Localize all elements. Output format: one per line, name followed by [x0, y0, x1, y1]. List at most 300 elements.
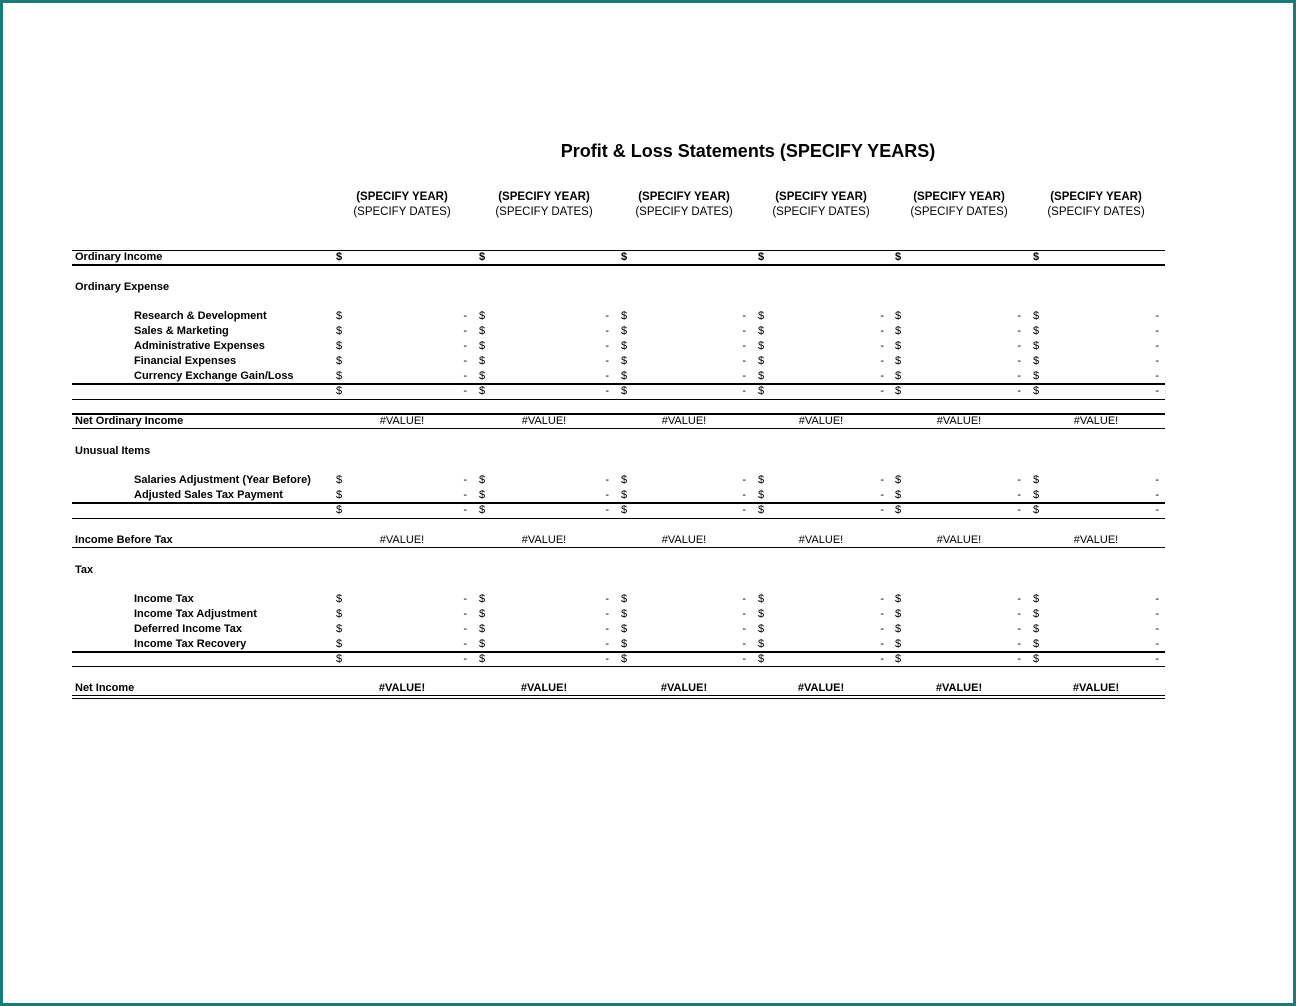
money-cell[interactable] — [336, 250, 467, 265]
currency-symbol: $ — [479, 638, 486, 650]
row-rule — [72, 698, 1165, 699]
row-label: Income Tax Recovery — [134, 638, 247, 650]
empty-value: - — [742, 355, 746, 367]
money-cell[interactable] — [758, 339, 884, 354]
row-ordinary-income — [72, 250, 1165, 265]
money-cell[interactable] — [1033, 473, 1159, 488]
error-cell[interactable]: #VALUE! — [936, 415, 982, 427]
money-cell[interactable] — [1033, 384, 1159, 399]
currency-symbol: $ — [336, 593, 343, 605]
empty-value: - — [1155, 489, 1159, 501]
column-year: (SPECIFY YEAR) — [356, 191, 448, 203]
empty-value: - — [742, 325, 746, 337]
money-cell[interactable] — [621, 339, 746, 354]
money-cell[interactable] — [479, 652, 609, 667]
currency-symbol: $ — [1033, 593, 1040, 605]
currency-symbol: $ — [758, 653, 765, 665]
empty-value: - — [463, 623, 467, 635]
column-header-5 — [889, 190, 1029, 220]
empty-value: - — [605, 474, 609, 486]
empty-value: - — [463, 653, 467, 665]
money-cell[interactable] — [895, 622, 1021, 637]
empty-value: - — [1155, 355, 1159, 367]
money-cell[interactable] — [895, 592, 1021, 607]
column-headers — [0, 190, 1296, 230]
row-label: Salaries Adjustment (Year Before) — [134, 474, 311, 486]
currency-symbol: $ — [758, 325, 765, 337]
empty-value: - — [605, 340, 609, 352]
error-cell[interactable]: #VALUE! — [798, 534, 844, 546]
money-cell[interactable] — [336, 488, 467, 503]
error-cell[interactable]: #VALUE! — [1073, 534, 1119, 546]
empty-value: - — [1017, 310, 1021, 322]
empty-value: - — [1017, 474, 1021, 486]
money-cell[interactable] — [479, 354, 609, 369]
money-cell[interactable] — [621, 369, 746, 384]
empty-value: - — [605, 608, 609, 620]
empty-value: - — [605, 623, 609, 635]
currency-symbol: $ — [895, 653, 902, 665]
row-tax-item — [72, 637, 1165, 652]
empty-value: - — [605, 370, 609, 382]
error-cell[interactable]: #VALUE! — [935, 682, 983, 694]
empty-value: - — [463, 593, 467, 605]
empty-value: - — [1155, 474, 1159, 486]
currency-symbol: $ — [895, 504, 902, 516]
currency-symbol: $ — [758, 504, 765, 516]
currency-symbol: $ — [895, 310, 902, 322]
currency-symbol: $ — [479, 608, 486, 620]
error-cell[interactable]: #VALUE! — [797, 682, 845, 694]
empty-value: - — [1017, 623, 1021, 635]
empty-value: - — [1155, 638, 1159, 650]
column-dates: (SPECIFY DATES) — [1047, 206, 1145, 218]
money-cell[interactable] — [336, 607, 467, 622]
empty-value: - — [742, 653, 746, 665]
row-label: Net Income — [75, 682, 135, 694]
currency-symbol: $ — [621, 370, 628, 382]
empty-value: - — [605, 310, 609, 322]
money-cell[interactable] — [621, 637, 746, 652]
row-rule — [72, 264, 1165, 266]
money-cell[interactable] — [895, 473, 1021, 488]
empty-value: - — [605, 593, 609, 605]
currency-symbol: $ — [479, 310, 486, 322]
money-cell[interactable] — [895, 309, 1021, 324]
empty-value: - — [463, 489, 467, 501]
money-cell[interactable] — [895, 250, 1021, 265]
currency-symbol: $ — [895, 251, 902, 263]
currency-symbol: $ — [479, 370, 486, 382]
money-cell[interactable] — [1033, 652, 1159, 667]
currency-symbol: $ — [479, 623, 486, 635]
money-cell[interactable] — [479, 339, 609, 354]
money-cell[interactable] — [479, 488, 609, 503]
column-header-6 — [1026, 190, 1166, 220]
money-cell[interactable] — [895, 339, 1021, 354]
money-cell[interactable] — [1033, 309, 1159, 324]
money-cell[interactable] — [758, 354, 884, 369]
currency-symbol: $ — [1033, 370, 1040, 382]
currency-symbol: $ — [336, 653, 343, 665]
empty-value: - — [880, 593, 884, 605]
currency-symbol: $ — [336, 310, 343, 322]
currency-symbol: $ — [1033, 653, 1040, 665]
row-expense-item — [72, 309, 1165, 324]
money-cell[interactable] — [758, 652, 884, 667]
money-cell[interactable] — [895, 607, 1021, 622]
currency-symbol: $ — [1033, 310, 1040, 322]
row-label: Income Tax — [134, 593, 194, 605]
currency-symbol: $ — [336, 385, 343, 397]
row-label: Tax — [75, 564, 94, 576]
row-label: Research & Development — [134, 310, 267, 322]
row-expense-item — [72, 324, 1165, 339]
error-cell[interactable]: #VALUE! — [378, 682, 426, 694]
currency-symbol: $ — [758, 608, 765, 620]
currency-symbol: $ — [1033, 355, 1040, 367]
currency-symbol: $ — [1033, 638, 1040, 650]
currency-symbol: $ — [1033, 474, 1040, 486]
money-cell[interactable] — [758, 369, 884, 384]
error-cell[interactable]: #VALUE! — [660, 682, 708, 694]
error-cell[interactable]: #VALUE! — [1073, 415, 1119, 427]
currency-symbol: $ — [758, 474, 765, 486]
money-cell[interactable] — [1033, 339, 1159, 354]
money-cell[interactable] — [479, 622, 609, 637]
money-cell[interactable] — [1033, 324, 1159, 339]
currency-symbol: $ — [336, 251, 343, 263]
empty-value: - — [742, 608, 746, 620]
row-expense-total — [72, 384, 1165, 399]
money-cell[interactable] — [758, 324, 884, 339]
money-cell[interactable] — [895, 652, 1021, 667]
row-unusual-item — [72, 473, 1165, 488]
money-cell[interactable] — [1033, 607, 1159, 622]
column-dates: (SPECIFY DATES) — [353, 206, 451, 218]
currency-symbol: $ — [336, 340, 343, 352]
row-expense-item — [72, 354, 1165, 369]
currency-symbol: $ — [621, 593, 628, 605]
money-cell[interactable] — [336, 622, 467, 637]
empty-value: - — [742, 638, 746, 650]
currency-symbol: $ — [758, 251, 765, 263]
money-cell[interactable] — [336, 339, 467, 354]
money-cell[interactable] — [479, 473, 609, 488]
empty-value: - — [463, 504, 467, 516]
money-cell[interactable] — [758, 503, 884, 518]
currency-symbol: $ — [895, 474, 902, 486]
money-cell[interactable] — [758, 309, 884, 324]
money-cell[interactable] — [479, 324, 609, 339]
currency-symbol: $ — [479, 340, 486, 352]
empty-value: - — [605, 385, 609, 397]
empty-value: - — [880, 310, 884, 322]
empty-value: - — [1017, 653, 1021, 665]
currency-symbol: $ — [336, 638, 343, 650]
currency-symbol: $ — [895, 608, 902, 620]
currency-symbol: $ — [336, 370, 343, 382]
currency-symbol: $ — [621, 638, 628, 650]
column-dates: (SPECIFY DATES) — [495, 206, 593, 218]
empty-value: - — [880, 623, 884, 635]
money-cell[interactable] — [479, 369, 609, 384]
money-cell[interactable] — [895, 488, 1021, 503]
row-income-before-tax — [72, 533, 1165, 548]
money-cell[interactable] — [621, 309, 746, 324]
empty-value: - — [742, 489, 746, 501]
currency-symbol: $ — [621, 504, 628, 516]
column-header-4 — [751, 190, 891, 220]
empty-value: - — [605, 355, 609, 367]
money-cell[interactable] — [336, 309, 467, 324]
money-cell[interactable] — [895, 503, 1021, 518]
currency-symbol: $ — [758, 489, 765, 501]
error-cell[interactable]: #VALUE! — [661, 534, 707, 546]
money-cell[interactable] — [336, 473, 467, 488]
error-cell[interactable]: #VALUE! — [1072, 682, 1120, 694]
money-cell[interactable] — [336, 592, 467, 607]
empty-value: - — [742, 340, 746, 352]
money-cell[interactable] — [895, 354, 1021, 369]
empty-value: - — [742, 310, 746, 322]
error-cell[interactable]: #VALUE! — [521, 415, 567, 427]
money-cell[interactable] — [621, 354, 746, 369]
column-year: (SPECIFY YEAR) — [775, 191, 867, 203]
empty-value: - — [1155, 623, 1159, 635]
empty-value: - — [1155, 653, 1159, 665]
currency-symbol: $ — [758, 310, 765, 322]
money-cell[interactable] — [895, 637, 1021, 652]
money-cell[interactable] — [895, 324, 1021, 339]
row-label: Sales & Marketing — [134, 325, 229, 337]
currency-symbol: $ — [758, 355, 765, 367]
money-cell[interactable] — [1033, 488, 1159, 503]
currency-symbol: $ — [621, 385, 628, 397]
money-cell[interactable] — [621, 607, 746, 622]
money-cell[interactable] — [479, 309, 609, 324]
money-cell[interactable] — [1033, 622, 1159, 637]
error-cell[interactable]: #VALUE! — [379, 415, 425, 427]
page-title: Profit & Loss Statements (SPECIFY YEARS) — [560, 141, 936, 161]
empty-value: - — [1017, 638, 1021, 650]
empty-value: - — [605, 325, 609, 337]
money-cell[interactable] — [479, 384, 609, 399]
row-label: Net Ordinary Income — [75, 415, 184, 427]
money-cell[interactable] — [479, 503, 609, 518]
currency-symbol: $ — [758, 623, 765, 635]
money-cell[interactable] — [1033, 592, 1159, 607]
empty-value: - — [742, 593, 746, 605]
currency-symbol: $ — [1033, 623, 1040, 635]
currency-symbol: $ — [479, 504, 486, 516]
empty-value: - — [605, 638, 609, 650]
money-cell[interactable] — [479, 250, 609, 265]
empty-value: - — [1017, 504, 1021, 516]
column-header-2 — [474, 190, 614, 220]
currency-symbol: $ — [895, 623, 902, 635]
empty-value: - — [1017, 385, 1021, 397]
row-label: Deferred Income Tax — [134, 623, 243, 635]
money-cell[interactable] — [336, 369, 467, 384]
money-cell[interactable] — [336, 503, 467, 518]
row-label: Financial Expenses — [134, 355, 237, 367]
empty-value: - — [1017, 355, 1021, 367]
row-label: Income Before Tax — [75, 534, 173, 546]
row-rule — [72, 666, 1165, 667]
empty-value: - — [880, 370, 884, 382]
column-dates: (SPECIFY DATES) — [635, 206, 733, 218]
money-cell[interactable] — [1033, 637, 1159, 652]
currency-symbol: $ — [621, 340, 628, 352]
currency-symbol: $ — [621, 251, 628, 263]
empty-value: - — [880, 340, 884, 352]
money-cell[interactable] — [621, 384, 746, 399]
money-cell[interactable] — [479, 637, 609, 652]
empty-value: - — [1017, 370, 1021, 382]
error-cell[interactable]: #VALUE! — [379, 534, 425, 546]
empty-value: - — [463, 638, 467, 650]
money-cell[interactable] — [621, 503, 746, 518]
currency-symbol: $ — [479, 251, 486, 263]
row-rule — [72, 518, 1165, 519]
column-header-3 — [614, 190, 754, 220]
currency-symbol: $ — [758, 370, 765, 382]
empty-value: - — [880, 504, 884, 516]
money-cell[interactable] — [895, 384, 1021, 399]
currency-symbol: $ — [621, 623, 628, 635]
empty-value: - — [742, 370, 746, 382]
currency-symbol: $ — [758, 340, 765, 352]
currency-symbol: $ — [336, 623, 343, 635]
currency-symbol: $ — [1033, 251, 1040, 263]
empty-value: - — [742, 385, 746, 397]
empty-value: - — [880, 638, 884, 650]
money-cell[interactable] — [336, 354, 467, 369]
row-unusual-items — [72, 444, 1165, 459]
money-cell[interactable] — [621, 622, 746, 637]
empty-value: - — [880, 474, 884, 486]
row-label: Income Tax Adjustment — [134, 608, 257, 620]
empty-value: - — [880, 489, 884, 501]
currency-symbol: $ — [895, 489, 902, 501]
currency-symbol: $ — [895, 638, 902, 650]
money-cell[interactable] — [758, 607, 884, 622]
money-cell[interactable] — [336, 384, 467, 399]
money-cell[interactable] — [336, 652, 467, 667]
error-cell[interactable]: #VALUE! — [798, 415, 844, 427]
currency-symbol: $ — [895, 340, 902, 352]
empty-value: - — [880, 653, 884, 665]
error-cell[interactable]: #VALUE! — [521, 534, 567, 546]
row-ordinary-expense — [72, 280, 1165, 295]
currency-symbol: $ — [1033, 489, 1040, 501]
empty-value: - — [1155, 593, 1159, 605]
money-cell[interactable] — [621, 250, 746, 265]
money-cell[interactable] — [758, 622, 884, 637]
empty-value: - — [463, 355, 467, 367]
currency-symbol: $ — [336, 489, 343, 501]
currency-symbol: $ — [895, 370, 902, 382]
empty-value: - — [1155, 608, 1159, 620]
row-label: Unusual Items — [75, 445, 151, 457]
money-cell[interactable] — [479, 592, 609, 607]
empty-value: - — [1155, 325, 1159, 337]
currency-symbol: $ — [758, 593, 765, 605]
currency-symbol: $ — [621, 653, 628, 665]
money-cell[interactable] — [336, 324, 467, 339]
empty-value: - — [880, 355, 884, 367]
empty-value: - — [463, 474, 467, 486]
currency-symbol: $ — [336, 355, 343, 367]
money-cell[interactable] — [336, 637, 467, 652]
empty-value: - — [880, 608, 884, 620]
empty-value: - — [880, 385, 884, 397]
row-tax — [72, 563, 1165, 578]
money-cell[interactable] — [758, 488, 884, 503]
row-label: Currency Exchange Gain/Loss — [134, 370, 294, 382]
row-rule — [72, 695, 1165, 696]
error-cell[interactable]: #VALUE! — [520, 682, 568, 694]
money-cell[interactable] — [758, 384, 884, 399]
row-net-income — [72, 681, 1165, 696]
currency-symbol: $ — [336, 325, 343, 337]
money-cell[interactable] — [758, 637, 884, 652]
empty-value: - — [1155, 370, 1159, 382]
row-label: Ordinary Income — [75, 251, 163, 263]
money-cell[interactable] — [479, 607, 609, 622]
empty-value: - — [742, 474, 746, 486]
money-cell[interactable] — [621, 473, 746, 488]
money-cell[interactable] — [621, 652, 746, 667]
row-label: Adjusted Sales Tax Payment — [134, 489, 283, 501]
currency-symbol: $ — [479, 385, 486, 397]
money-cell[interactable] — [1033, 503, 1159, 518]
money-cell[interactable] — [621, 592, 746, 607]
row-net-ordinary-income — [72, 414, 1165, 429]
currency-symbol: $ — [895, 385, 902, 397]
money-cell[interactable] — [895, 369, 1021, 384]
money-cell[interactable] — [621, 324, 746, 339]
currency-symbol: $ — [895, 593, 902, 605]
row-label: Ordinary Expense — [75, 281, 170, 293]
empty-value: - — [880, 325, 884, 337]
empty-value: - — [463, 385, 467, 397]
empty-value: - — [605, 504, 609, 516]
money-cell[interactable] — [1033, 369, 1159, 384]
currency-symbol: $ — [621, 325, 628, 337]
money-cell[interactable] — [621, 488, 746, 503]
row-unusual-total — [72, 503, 1165, 518]
currency-symbol: $ — [479, 593, 486, 605]
money-cell[interactable] — [758, 250, 884, 265]
empty-value: - — [605, 489, 609, 501]
money-cell[interactable] — [758, 473, 884, 488]
error-cell[interactable]: #VALUE! — [936, 534, 982, 546]
empty-value: - — [463, 325, 467, 337]
currency-symbol: $ — [1033, 608, 1040, 620]
money-cell[interactable] — [1033, 250, 1159, 265]
money-cell[interactable] — [758, 592, 884, 607]
error-cell[interactable]: #VALUE! — [661, 415, 707, 427]
empty-value: - — [1155, 385, 1159, 397]
currency-symbol: $ — [1033, 385, 1040, 397]
currency-symbol: $ — [621, 310, 628, 322]
currency-symbol: $ — [621, 474, 628, 486]
currency-symbol: $ — [621, 608, 628, 620]
row-tax-item — [72, 607, 1165, 622]
money-cell[interactable] — [1033, 354, 1159, 369]
